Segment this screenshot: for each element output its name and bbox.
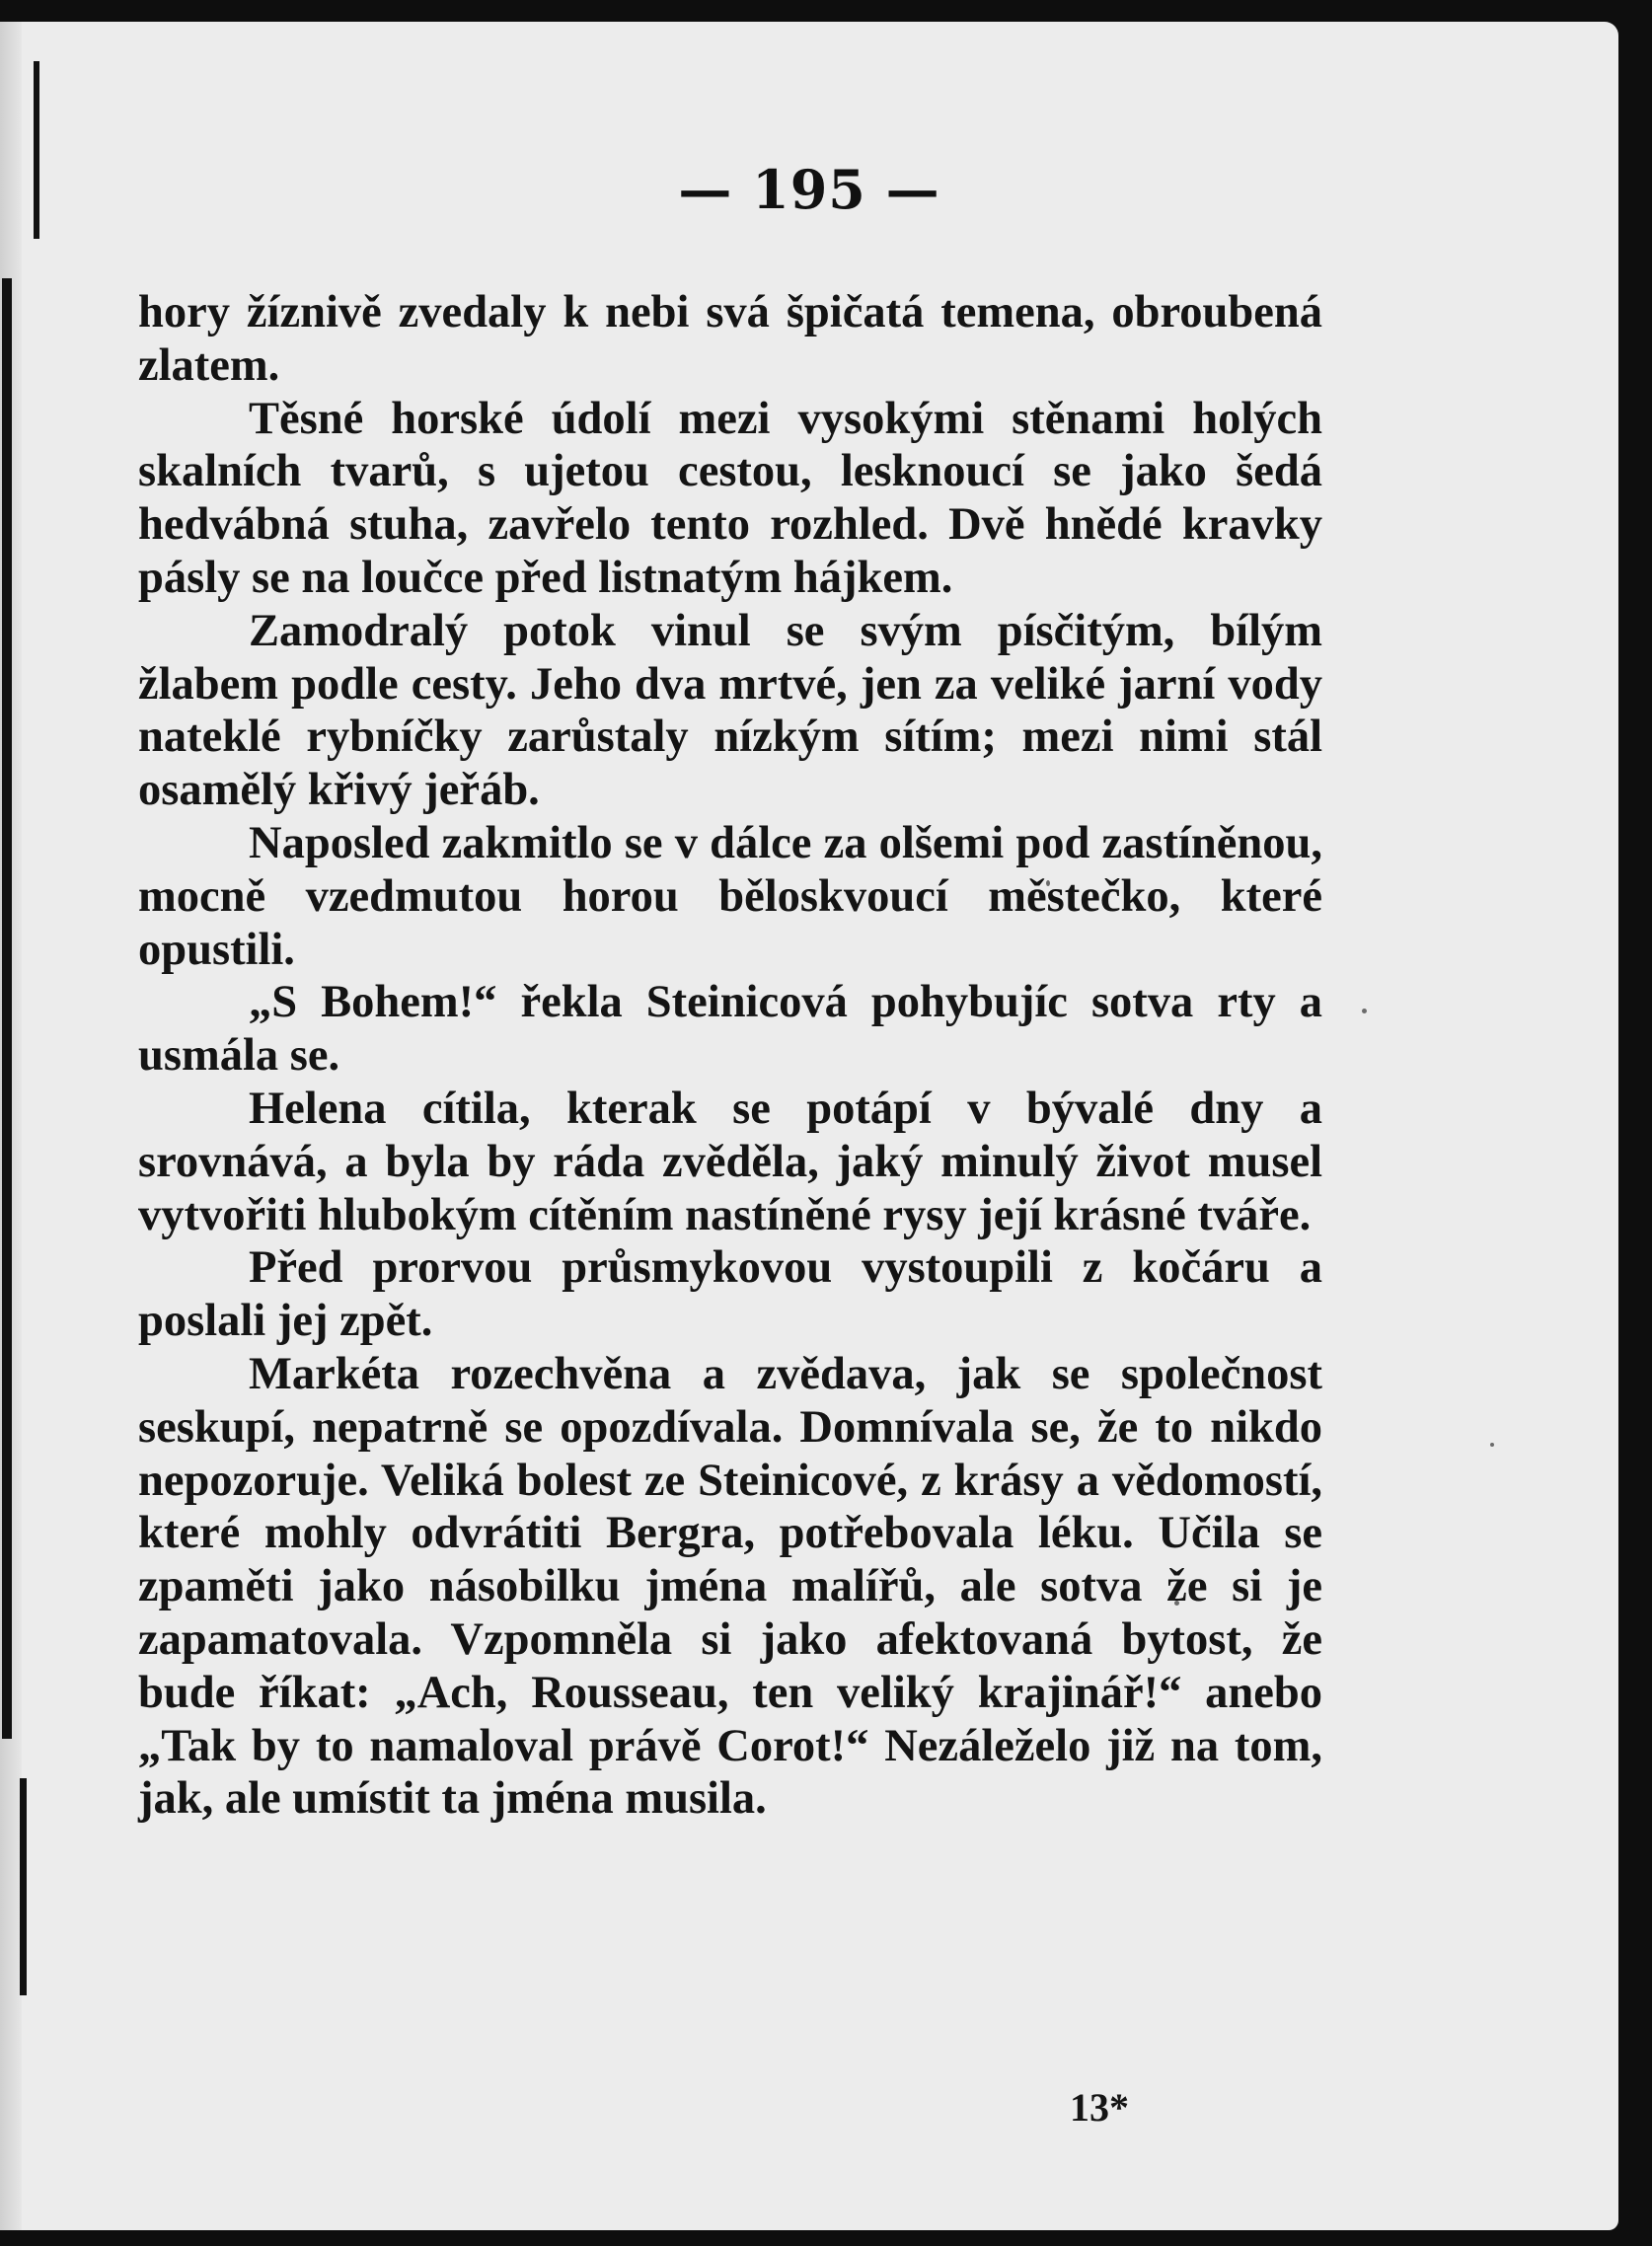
signature-mark: 13* xyxy=(1070,2085,1129,2130)
paragraph: „S Bohem!“ řekla Steinicová pohybujíc sotva rty a usmála se. xyxy=(138,977,1322,1082)
paragraph: Helena cítila, kterak se potápí v bývalé dny a srovnává, a byla by ráda zvěděla, jaký minulý život musel vytvořiti hlubokým cítěním nastíněné rysy její krásné tváře. xyxy=(138,1083,1322,1240)
binding-shadow-middle xyxy=(2,278,12,1739)
paragraph: Naposled zakmitlo se v dálce za olšemi pod zastíněnou, mocně vzedmutou horou běloskvoucí městečko, které opustili. xyxy=(138,817,1322,975)
paragraph: hory žíznivě zvedaly k nebi svá špičatá temena, obroubená zlatem. xyxy=(138,287,1322,391)
paper-speck xyxy=(1490,1443,1494,1447)
paragraph: Před prorvou průsmykovou vystoupili z kočáru a poslali jej zpět. xyxy=(138,1242,1322,1347)
paragraph: Zamodralý potok vinul se svým písčitým, bílým žlabem podle cesty. Jeho dva mrtvé, jen za veliké jarní vody nateklé rybníčky zarůstaly nízkým sítím; mezi nimi stál osamělý křivý jeřáb. xyxy=(138,605,1322,816)
paper-speck xyxy=(1362,1009,1367,1013)
running-header: — 195 — xyxy=(678,158,940,221)
paragraph: Markéta rozechvěna a zvědava, jak se společnost seskupí, nepatrně se opozdívala. Domnívala se, že to nikdo nepozoruje. Veliká bolest ze Steinicové, z krásy a vědomostí, které mohly odvrátiti Bergra, potřebovala léku. Učila se zpaměti jako násobilku jména malířů, ale sotva že si je zapamatovala. Vzpomněla si jako afektovaná bytost, že bude říkat: „Ach, Rousseau, ten veliký krajinář!“ anebo „Tak by to namaloval právě Corot!“ Nezáleželo již na tom, jak, ale umístit ta jména musila. xyxy=(138,1348,1322,1825)
body-text xyxy=(138,286,1322,1826)
paragraph: Těsné horské údolí mezi vysokými stěnami holých skalních tvarů, s ujetou cestou, lesknoucí se jako šedá hedvábná stuha, zavřelo tento rozhled. Dvě hnědé kravky pásly se na loučce před listnatým hájkem. xyxy=(138,393,1322,603)
book-page xyxy=(0,22,1618,2230)
binding-shadow-bottom xyxy=(20,1778,27,1995)
